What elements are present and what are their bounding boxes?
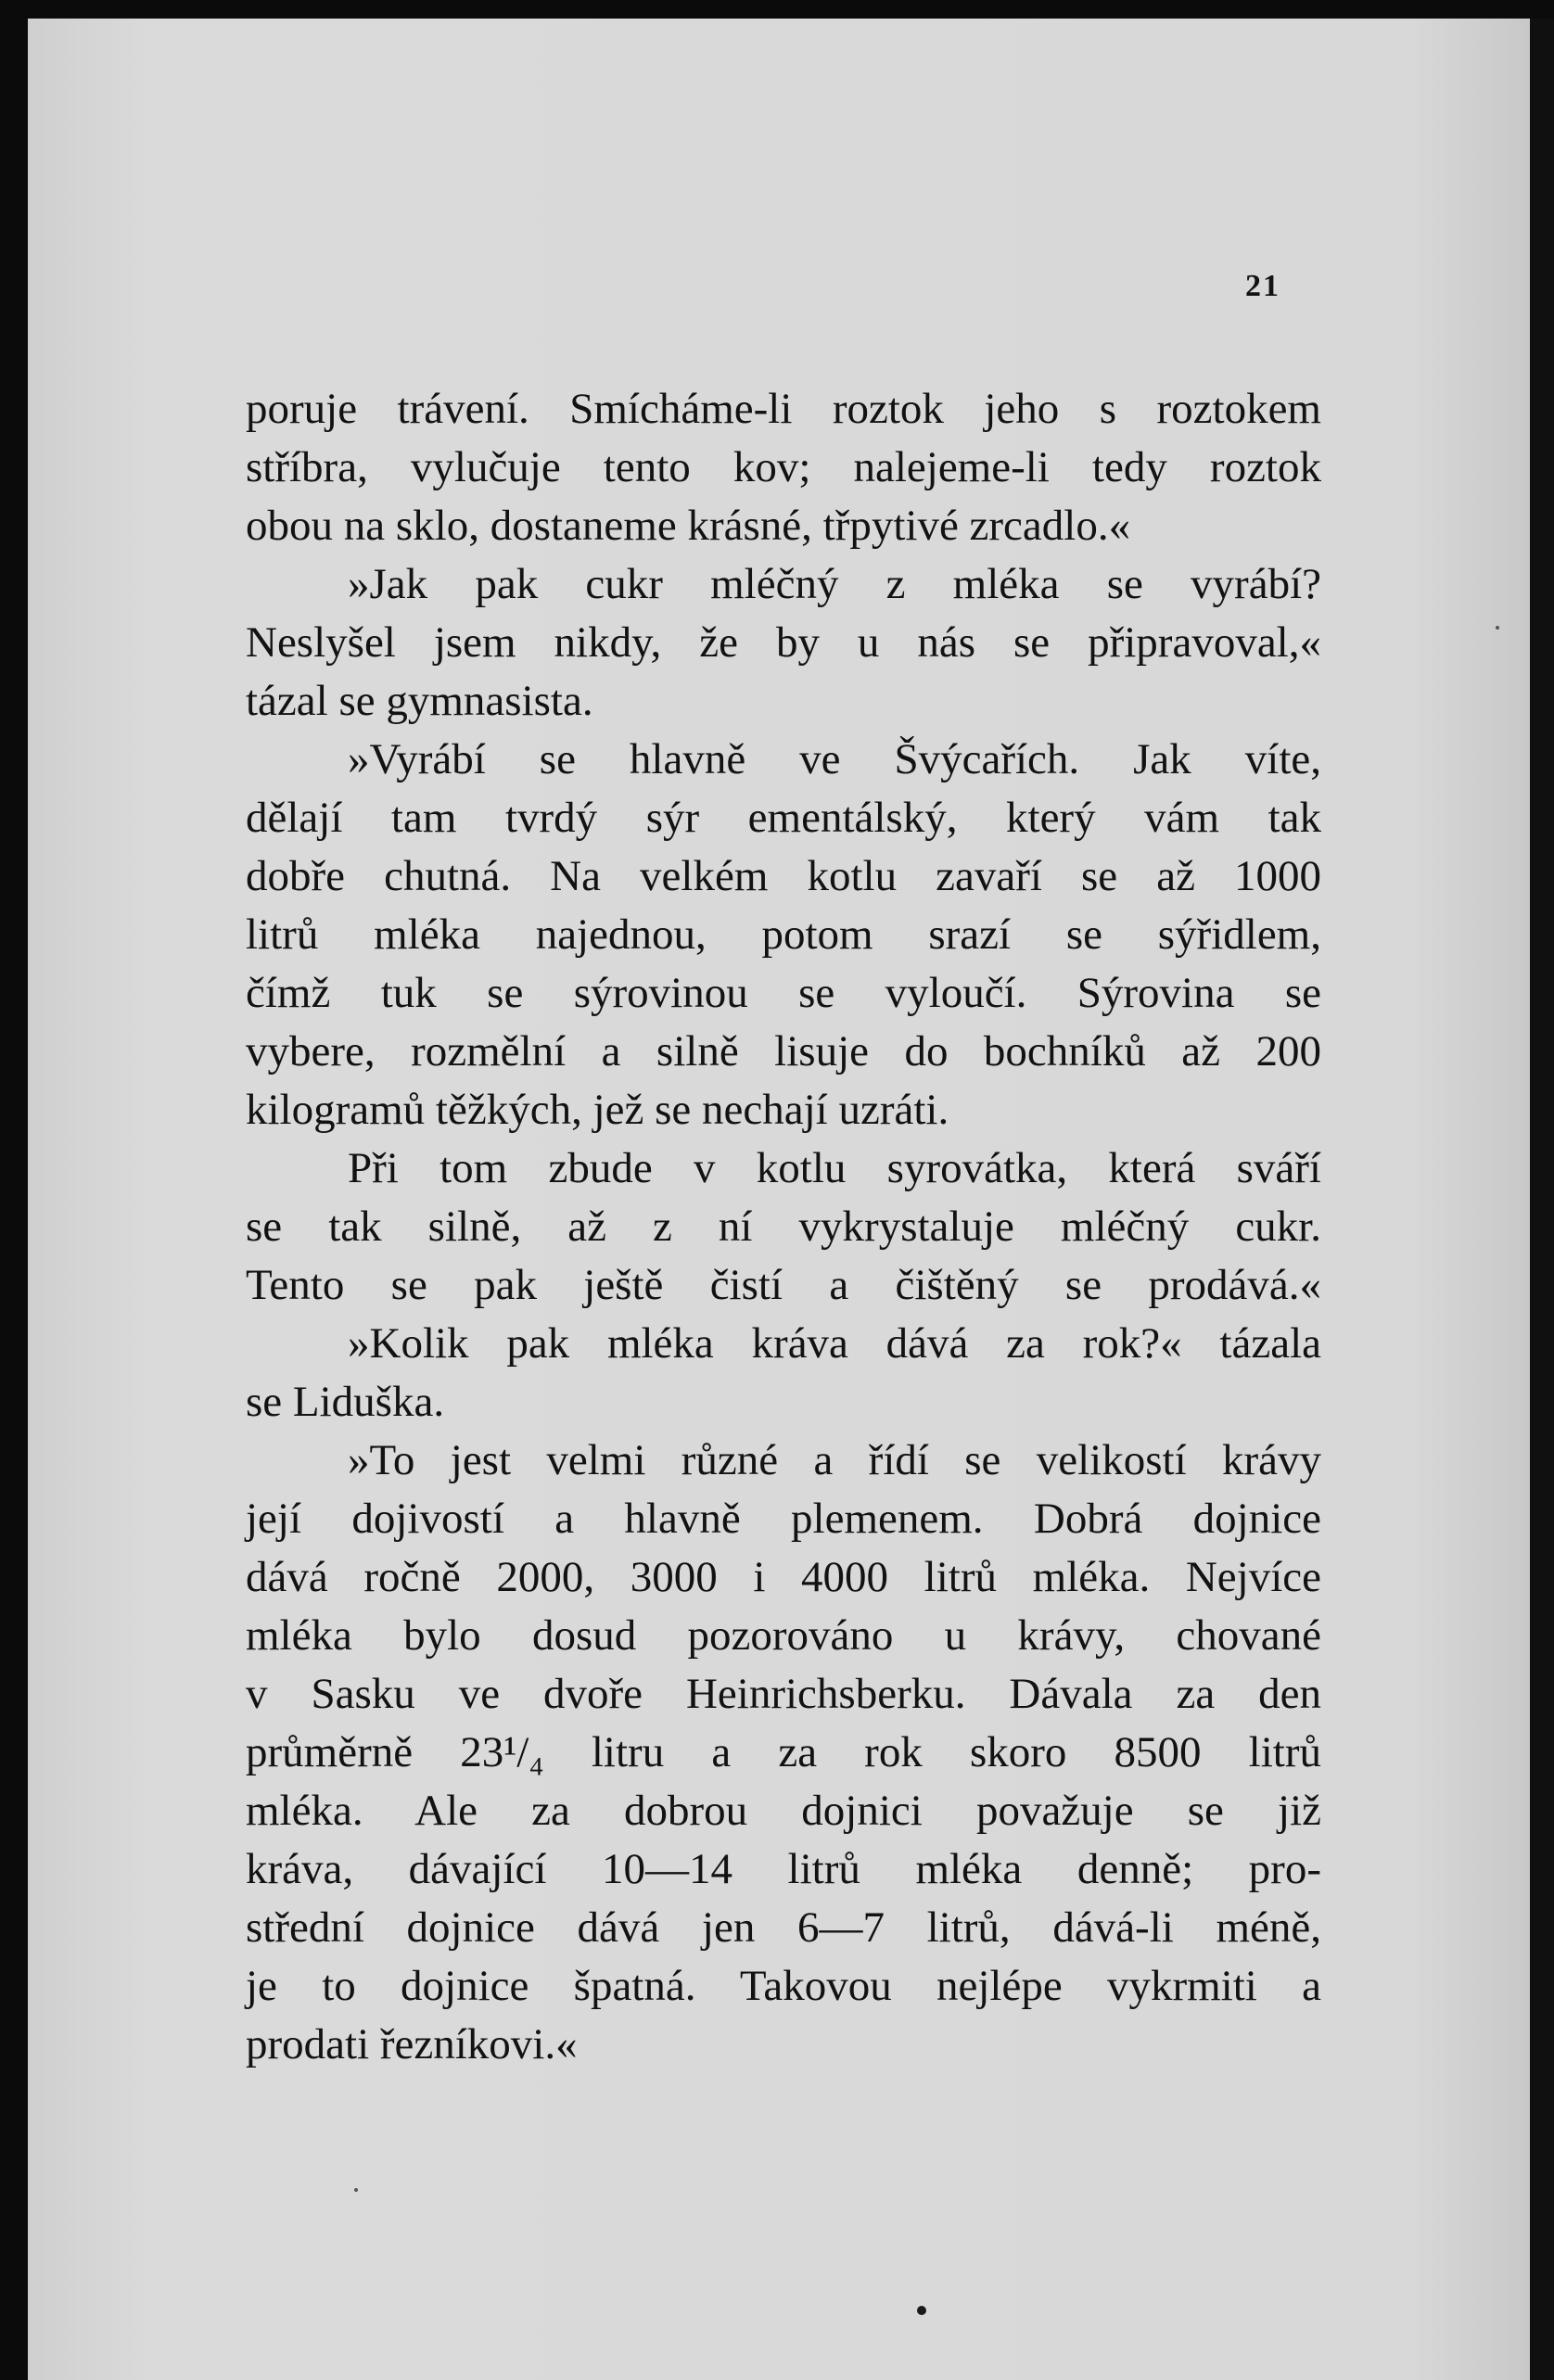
page-number: 21 — [1245, 269, 1280, 303]
text-line: stříbra, vylučuje tento kov; nalejeme-li tedy roztok — [246, 443, 1321, 491]
text-line: Při tom zbude v kotlu syrovátka, která sváří — [348, 1144, 1321, 1192]
scan-speck — [1496, 626, 1499, 630]
scan-edge — [1530, 19, 1554, 2380]
text-line: Neslyšel jsem nikdy, že by u nás se připravoval,« — [246, 618, 1321, 667]
text-line: její dojivostí a hlavně plemenem. Dobrá dojnice — [246, 1495, 1321, 1543]
text-line: mléka. Ale za dobrou dojnici považuje se již — [246, 1787, 1321, 1835]
text-line: litrů mléka najednou, potom srazí se sýřidlem, — [246, 910, 1321, 959]
text-line: Tento se pak ještě čistí a čištěný se prodává.« — [246, 1261, 1321, 1309]
text-line: prodati řezníkovi.« — [246, 2020, 578, 2068]
text-line: »Kolik pak mléka kráva dává za rok?« tázala — [348, 1319, 1321, 1368]
text-line: mléka bylo dosud pozorováno u krávy, chované — [246, 1611, 1321, 1660]
text-line: »Jak pak cukr mléčný z mléka se vyrábí? — [348, 560, 1321, 608]
text-line: čímž tuk se sýrovinou se vyloučí. Sýrovina se — [246, 969, 1321, 1017]
text-line: »To jest velmi různé a řídí se velikostí krávy — [348, 1436, 1321, 1484]
text-line: obou na sklo, dostaneme krásné, třpytivé zrcadlo.« — [246, 502, 1131, 550]
text-line: průměrně 23¹/₄ litru a za rok skoro 8500 litrů — [246, 1728, 1321, 1776]
text-line: se Liduška. — [246, 1378, 445, 1426]
page-dot — [917, 2306, 926, 2315]
text-line: dobře chutná. Na velkém kotlu zavaří se až 1000 — [246, 852, 1321, 900]
body-text — [246, 380, 1321, 2074]
text-line: střední dojnice dává jen 6—7 litrů, dává-li méně, — [246, 1903, 1321, 1952]
text-line: poruje trávení. Smícháme-li roztok jeho s roztokem — [246, 385, 1321, 433]
text-line: vybere, rozmělní a silně lisuje do bochníků až 200 — [246, 1027, 1321, 1075]
book-page — [28, 19, 1530, 2380]
text-line: kilogramů těžkých, jež se nechají uzráti. — [246, 1086, 949, 1134]
text-line: v Sasku ve dvoře Heinrichsberku. Dávala za den — [246, 1670, 1321, 1718]
text-line: »Vyrábí se hlavně ve Švýcařích. Jak víte, — [348, 735, 1321, 783]
text-line: se tak silně, až z ní vykrystaluje mléčný cukr. — [246, 1203, 1321, 1251]
text-line: dělají tam tvrdý sýr ementálský, který vám tak — [246, 794, 1321, 842]
text-line: je to dojnice špatná. Takovou nejlépe vykrmiti a — [246, 1962, 1321, 2010]
text-line: kráva, dávající 10—14 litrů mléka denně; pro- — [246, 1845, 1321, 1893]
text-line: tázal se gymnasista. — [246, 677, 593, 725]
text-line: dává ročně 2000, 3000 i 4000 litrů mléka. Nejvíce — [246, 1553, 1321, 1601]
scan-speck — [354, 2188, 358, 2192]
